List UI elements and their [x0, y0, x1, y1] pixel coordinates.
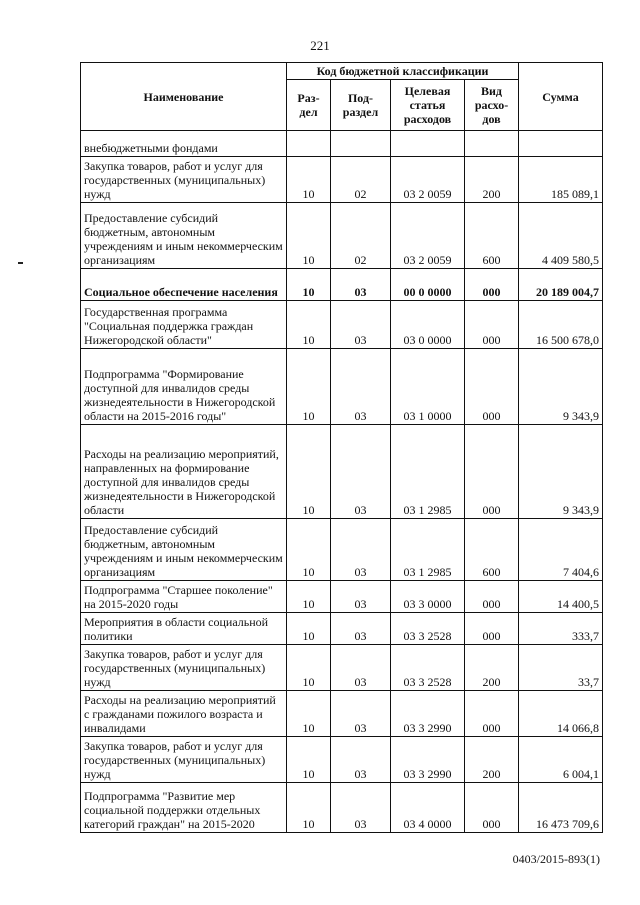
row-subsection: 03 [331, 301, 391, 349]
row-target: 03 1 2985 [391, 519, 465, 581]
row-subsection: 03 [331, 425, 391, 519]
row-target: 03 3 2990 [391, 737, 465, 783]
row-target: 03 3 0000 [391, 581, 465, 613]
row-name: Расходы на реализацию мероприятий с гражданами пожилого возраста и инвалидами [81, 691, 287, 737]
row-name: Закупка товаров, работ и услуг для государственных (муниципальных) нужд [81, 645, 287, 691]
row-subsection: 03 [331, 645, 391, 691]
row-target: 03 3 2528 [391, 613, 465, 645]
row-target: 03 0 0000 [391, 301, 465, 349]
row-subsection: 03 [331, 783, 391, 833]
row-subsection: 03 [331, 613, 391, 645]
row-target [391, 131, 465, 157]
table-row [81, 269, 603, 301]
header-target: Целевая статья расходов [391, 80, 465, 131]
row-amount: 16 500 678,0 [519, 301, 603, 349]
row-name: Подпрограмма "Развитие мер социальной поддержки отдельных категорий граждан" на 2015-2020 [81, 783, 287, 833]
table-row [81, 519, 603, 581]
row-target: 03 3 2528 [391, 645, 465, 691]
row-subsection: 03 [331, 581, 391, 613]
row-name: Предоставление субсидий бюджетным, автономным учреждениям и иным некоммерческим организациям [81, 203, 287, 269]
header-subsection: Под-раздел [331, 80, 391, 131]
row-expense-type: 000 [465, 783, 519, 833]
row-name: Подпрограмма "Старшее поколение" на 2015-2020 годы [81, 581, 287, 613]
table-body [81, 131, 603, 833]
row-target: 03 1 2985 [391, 425, 465, 519]
table-row [81, 349, 603, 425]
row-section [287, 131, 331, 157]
table-row [81, 131, 603, 157]
row-amount [519, 131, 603, 157]
budget-table [80, 62, 603, 833]
row-name: внебюджетными фондами [81, 131, 287, 157]
table-row [81, 301, 603, 349]
row-subsection: 03 [331, 519, 391, 581]
row-name: Закупка товаров, работ и услуг для государственных (муниципальных) нужд [81, 737, 287, 783]
row-name: Подпрограмма "Формирование доступной для инвалидов среды жизнедеятельности в Нижегородской области на 2015-2016 годы" [81, 349, 287, 425]
row-section: 10 [287, 645, 331, 691]
row-amount: 33,7 [519, 645, 603, 691]
row-section: 10 [287, 203, 331, 269]
table-row [81, 581, 603, 613]
header-expense-type: Вид расхо-дов [465, 80, 519, 131]
row-subsection: 03 [331, 269, 391, 301]
row-subsection: 02 [331, 203, 391, 269]
row-amount: 16 473 709,6 [519, 783, 603, 833]
row-target: 03 3 2990 [391, 691, 465, 737]
row-amount: 6 004,1 [519, 737, 603, 783]
row-amount: 185 089,1 [519, 157, 603, 203]
row-name: Социальное обеспечение населения [81, 269, 287, 301]
row-name: Закупка товаров, работ и услуг для государственных (муниципальных) нужд [81, 157, 287, 203]
row-expense-type: 600 [465, 519, 519, 581]
header-section: Раз-дел [287, 80, 331, 131]
row-name: Мероприятия в области социальной политики [81, 613, 287, 645]
header-amount: Сумма [519, 63, 603, 131]
header-classification: Код бюджетной классификации [287, 63, 519, 80]
table-row [81, 425, 603, 519]
row-name: Государственная программа "Социальная поддержка граждан Нижегородской области" [81, 301, 287, 349]
table-row [81, 737, 603, 783]
row-section: 10 [287, 157, 331, 203]
row-expense-type: 000 [465, 691, 519, 737]
table-row [81, 783, 603, 833]
row-amount: 14 066,8 [519, 691, 603, 737]
row-name: Предоставление субсидий бюджетным, автономным учреждениям и иным некоммерческим организациям [81, 519, 287, 581]
row-target: 03 2 0059 [391, 157, 465, 203]
row-amount: 14 400,5 [519, 581, 603, 613]
row-section: 10 [287, 269, 331, 301]
table-row [81, 157, 603, 203]
header-name: Наименование [81, 63, 287, 131]
table-row [81, 645, 603, 691]
row-expense-type: 000 [465, 349, 519, 425]
row-expense-type: 000 [465, 581, 519, 613]
row-expense-type: 600 [465, 203, 519, 269]
table-row [81, 613, 603, 645]
row-target: 03 2 0059 [391, 203, 465, 269]
row-subsection: 03 [331, 349, 391, 425]
row-expense-type: 000 [465, 301, 519, 349]
row-section: 10 [287, 737, 331, 783]
table-row [81, 203, 603, 269]
margin-mark [18, 262, 23, 264]
row-section: 10 [287, 519, 331, 581]
document-code: 0403/2015-893(1) [512, 852, 600, 866]
row-section: 10 [287, 349, 331, 425]
row-expense-type: 000 [465, 269, 519, 301]
page-number: 221 [310, 38, 330, 53]
row-expense-type: 000 [465, 613, 519, 645]
row-expense-type: 200 [465, 157, 519, 203]
row-amount: 4 409 580,5 [519, 203, 603, 269]
table-header [81, 63, 603, 131]
row-section: 10 [287, 613, 331, 645]
row-section: 10 [287, 425, 331, 519]
row-name: Расходы на реализацию мероприятий, направленных на формирование доступной для инвалидов среды жизнедеятельности в Нижегородской области [81, 425, 287, 519]
row-expense-type [465, 131, 519, 157]
row-subsection [331, 131, 391, 157]
row-expense-type: 000 [465, 425, 519, 519]
row-amount: 333,7 [519, 613, 603, 645]
row-target: 00 0 0000 [391, 269, 465, 301]
row-subsection: 03 [331, 737, 391, 783]
row-amount: 20 189 004,7 [519, 269, 603, 301]
row-expense-type: 200 [465, 737, 519, 783]
row-subsection: 03 [331, 691, 391, 737]
table-row [81, 691, 603, 737]
row-amount: 7 404,6 [519, 519, 603, 581]
row-expense-type: 200 [465, 645, 519, 691]
row-amount: 9 343,9 [519, 425, 603, 519]
row-subsection: 02 [331, 157, 391, 203]
row-section: 10 [287, 301, 331, 349]
row-section: 10 [287, 581, 331, 613]
row-target: 03 4 0000 [391, 783, 465, 833]
row-amount: 9 343,9 [519, 349, 603, 425]
row-section: 10 [287, 783, 331, 833]
row-target: 03 1 0000 [391, 349, 465, 425]
row-section: 10 [287, 691, 331, 737]
